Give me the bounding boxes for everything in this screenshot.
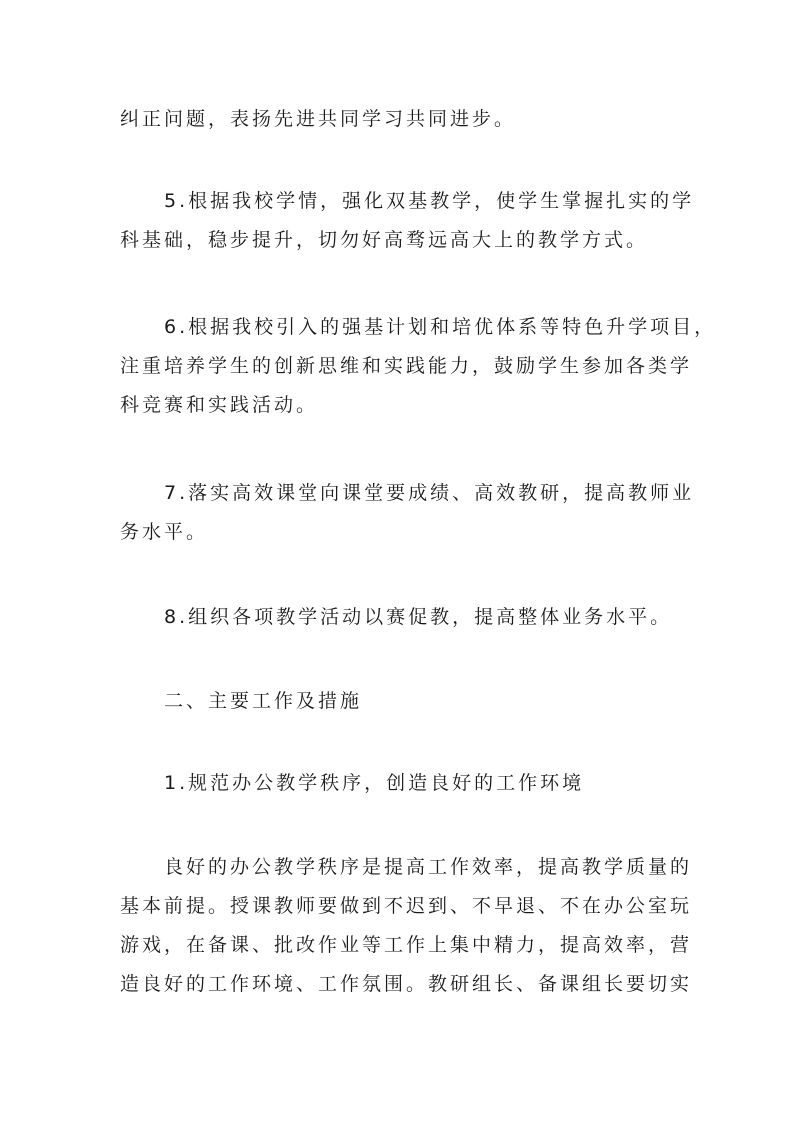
text-line: 良好的办公教学秩序是提高工作效率，提高教学质量的 <box>164 856 693 878</box>
text-line: 造良好的工作环境、工作氛围。教研组长、备课组长要切实 <box>120 973 693 995</box>
paragraph-continuation <box>120 100 680 139</box>
text-line: 1.规范办公教学秩序，创造良好的工作环境 <box>164 772 585 794</box>
subsection-heading <box>120 764 680 803</box>
text-line: 6.根据我校引入的强基计划和培优体系等特色升学项目， <box>164 316 717 338</box>
section-heading <box>120 682 680 721</box>
text-line: 务水平。 <box>120 521 209 543</box>
text-line: 7.落实高效课堂向课堂要成绩、高效教研，提高教师业 <box>164 482 695 504</box>
paragraph-item-7 <box>120 474 695 552</box>
text-line: 科竞赛和实践活动。 <box>120 394 319 416</box>
text-line: 二、主要工作及措施 <box>164 690 363 712</box>
text-line: 5.根据我校学情，强化双基教学，使学生掌握扎实的学 <box>164 190 695 212</box>
text-line: 游戏，在备课、批改作业等工作上集中精力，提高效率，营 <box>120 934 693 956</box>
text-line: 注重培养学生的创新思维和实践能力，鼓励学生参加各类学 <box>120 355 693 377</box>
text-line: 基本前提。授课教师要做到不迟到、不早退、不在办公室玩 <box>120 895 693 917</box>
text-line: 纠正问题，表扬先进共同学习共同进步。 <box>120 108 517 130</box>
paragraph-item-8 <box>120 598 680 637</box>
body-paragraph <box>120 848 693 1004</box>
text-line: 科基础，稳步提升，切勿好高骛远高大上的教学方式。 <box>120 229 649 251</box>
paragraph-item-6 <box>120 308 717 425</box>
paragraph-item-5 <box>120 182 695 260</box>
text-line: 8.组织各项教学活动以赛促教，提高整体业务水平。 <box>164 606 673 628</box>
